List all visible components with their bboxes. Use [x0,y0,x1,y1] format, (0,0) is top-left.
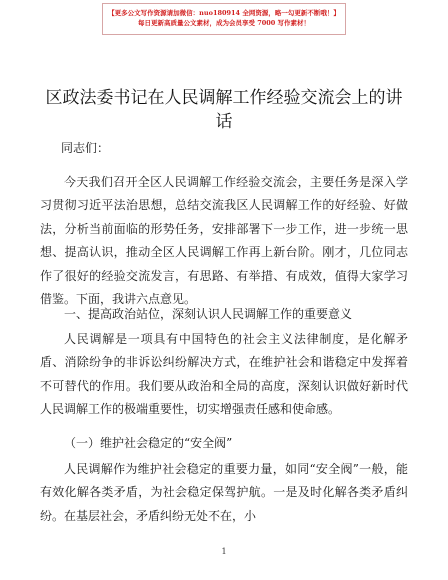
subsection-heading-1: （一）维护社会稳定的“安全阀” [64,436,233,450]
promo-banner-line1: 【更多公文写作资源请加微信：nuo180914 全网资源，略一勾更新不断哦！】 [108,9,340,17]
section-heading-1: 一、提高政治站位，深刻认识人民调解工作的重要意义 [64,307,353,321]
promo-banner-line2: 每日更新高质量公文素材，成为会员享受 7000 写作素材！ [137,19,311,27]
paragraph-subsection-1: 人民调解作为维护社会稳定的重要力量，如同“安全阀”一般，能有效化解各类矛盾，为社会稳定保驾护航。一是及时化解各类矛盾纠纷。在基层社会，矛盾纠纷无处不在，小 [40,462,408,523]
paragraph-section-1: 人民调解是一项具有中国特色的社会主义法律制度，是化解矛盾、消除纷争的非诉讼纠纷解决方式，在维护社会和谐稳定中发挥着不可替代的作用。我们要从政治和全局的高度，深刻认识做好新时代人民调解工作的极端重要性，切实增强责任感和使命感。 [40,332,408,417]
document-title: 区政法委书记在人民调解工作经验交流会上的讲话 [45,88,403,132]
promo-banner [102,3,346,35]
paragraph-intro: 今天我们召开全区人民调解工作经验交流会，主要任务是深入学习贯彻习近平法治思想，总结交流我区人民调解工作的好经验、好做法，分析当前面临的形势任务，安排部署下一步工作，进一步统一思想、提高认识，推动全区人民调解工作再上新台阶。刚才，几位同志作了很好的经验交流发言，有思路、有举措、有成效，值得大家学习借鉴。下面，我讲六点意见。 [40,175,408,307]
greeting: 同志们： [61,141,110,155]
page-number: 1 [221,547,227,556]
